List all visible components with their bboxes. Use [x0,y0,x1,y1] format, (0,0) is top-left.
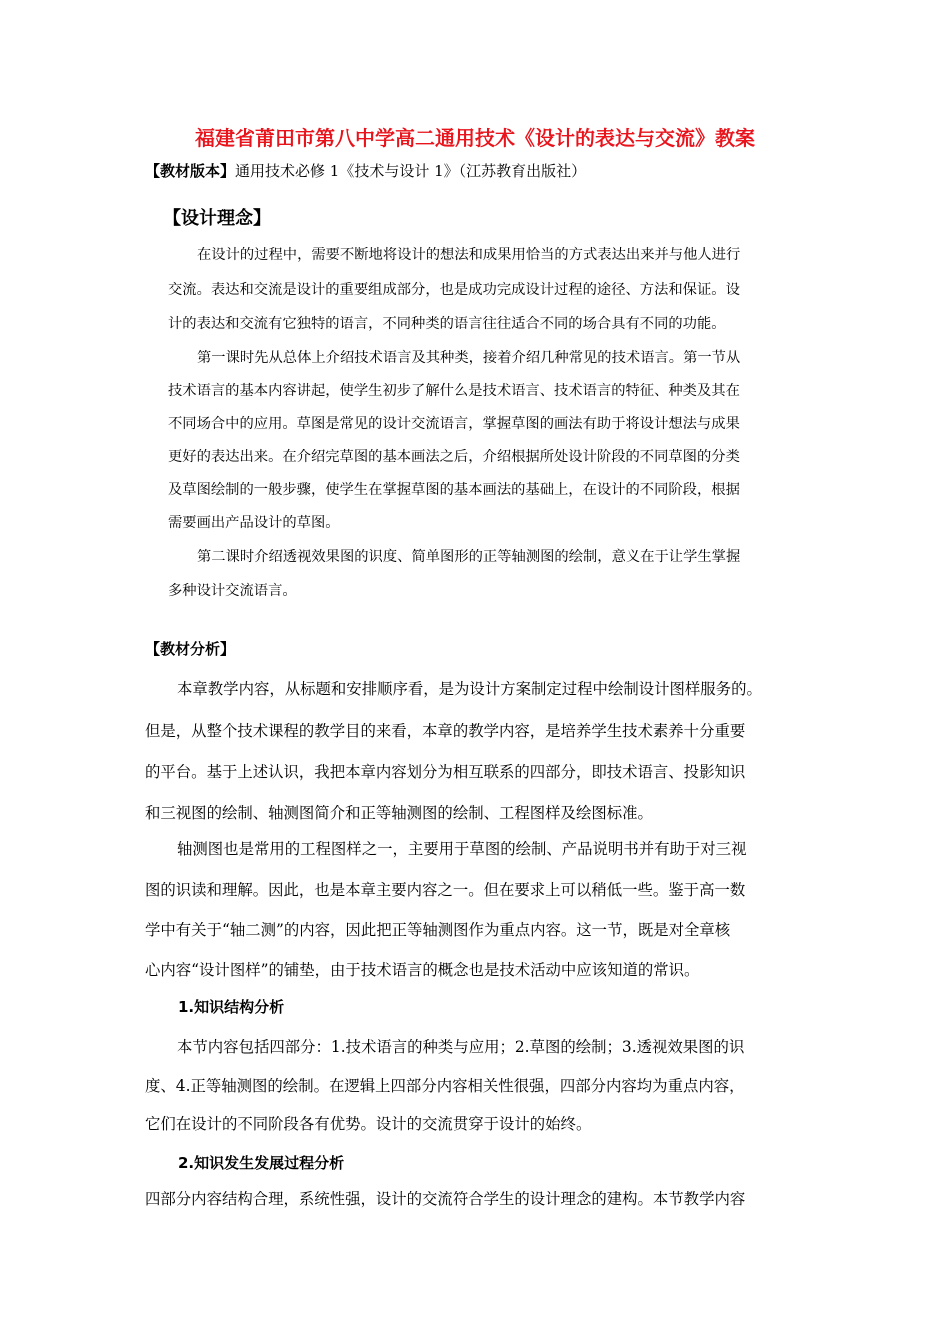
paragraph-line: 多种设计交流语言。 [168,583,297,599]
paragraph-line: 本章教学内容，从标题和安排顺序看，是为设计方案制定过程中绘制设计图样服务的。 [177,680,762,698]
paragraph-line: 及草图绘制的一般步骤，使学生在掌握草图的基本画法的基础上，在设计的不同阶段，根据 [168,482,740,498]
paragraph-line: 它们在设计的不同阶段各有优势。设计的交流贯穿于设计的始终。 [145,1115,592,1133]
paragraph-line: 更好的表达出来。在介绍完草图的基本画法之后，介绍根据所处设计阶段的不同草图的分类 [168,449,740,465]
knowledge-structure-heading: 1.知识结构分析 [178,998,285,1016]
paragraph-line: 交流。表达和交流是设计的重要组成部分，也是成功完成设计过程的途径、方法和保证。设 [168,282,740,298]
paragraph-line: 心内容“设计图样”的铺垫，由于技术语言的概念也是技术活动中应该知道的常识。 [145,961,700,979]
edition-label: 【教材版本】 [145,162,236,180]
knowledge-development-heading: 2.知识发生发展过程分析 [178,1154,345,1172]
paragraph-line: 计的表达和交流有它独特的语言，不同种类的语言往往适合不同的场合具有不同的功能。 [168,316,726,332]
paragraph-line: 第二课时介绍透视效果图的识度、简单图形的正等轴测图的绘制，意义在于让学生掌握 [197,549,741,565]
edition-text: 通用技术必修 1《技术与设计 1》（江苏教育出版社） [235,162,587,180]
paragraph-line: 技术语言的基本内容讲起，使学生初步了解什么是技术语言、技术语言的特征、种类及其在 [168,383,740,399]
paragraph-line: 但是，从整个技术课程的教学目的来看，本章的教学内容，是培养学生技术素养十分重要 [145,722,746,740]
paragraph-line: 不同场合中的应用。草图是常见的设计交流语言，掌握草图的画法有助于将设计想法与成果 [168,416,740,432]
paragraph-line: 轴测图也是常用的工程图样之一，主要用于草图的绘制、产品说明书并有助于对三视 [177,840,747,858]
paragraph-line: 度、4.正等轴测图的绘制。在逻辑上四部分内容相关性很强，四部分内容均为重点内容， [145,1077,745,1095]
paragraph-line: 图的识读和理解。因此，也是本章主要内容之一。但在要求上可以稍低一些。鉴于高一数 [145,881,746,899]
paragraph-line: 和三视图的绘制、轴测图简介和正等轴测图的绘制、工程图样及绘图标准。 [145,804,653,822]
textbook-edition [145,160,586,181]
paragraph-line: 学中有关于“轴二测”的内容，因此把正等轴测图作为重点内容。这一节，既是对全章核 [145,921,731,939]
paragraph-line: 四部分内容结构合理，系统性强，设计的交流符合学生的设计理念的建构。本节教学内容 [145,1190,746,1208]
document-title: 福建省莆田市第八中学高二通用技术《设计的表达与交流》教案 [195,126,755,150]
material-analysis-heading: 【教材分析】 [145,640,236,658]
paragraph-line: 需要画出产品设计的草图。 [168,515,340,531]
design-concept-heading: 【设计理念】 [163,208,271,229]
paragraph-line: 的平台。基于上述认识，我把本章内容划分为相互联系的四部分，即技术语言、投影知识 [145,763,746,781]
paragraph-line: 本节内容包括四部分：1.技术语言的种类与应用；2.草图的绘制；3.透视效果图的识 [177,1038,745,1056]
paragraph-line: 第一课时先从总体上介绍技术语言及其种类，接着介绍几种常见的技术语言。第一节从 [197,350,741,366]
paragraph-line: 在设计的过程中，需要不断地将设计的想法和成果用恰当的方式表达出来并与他人进行 [197,247,741,263]
